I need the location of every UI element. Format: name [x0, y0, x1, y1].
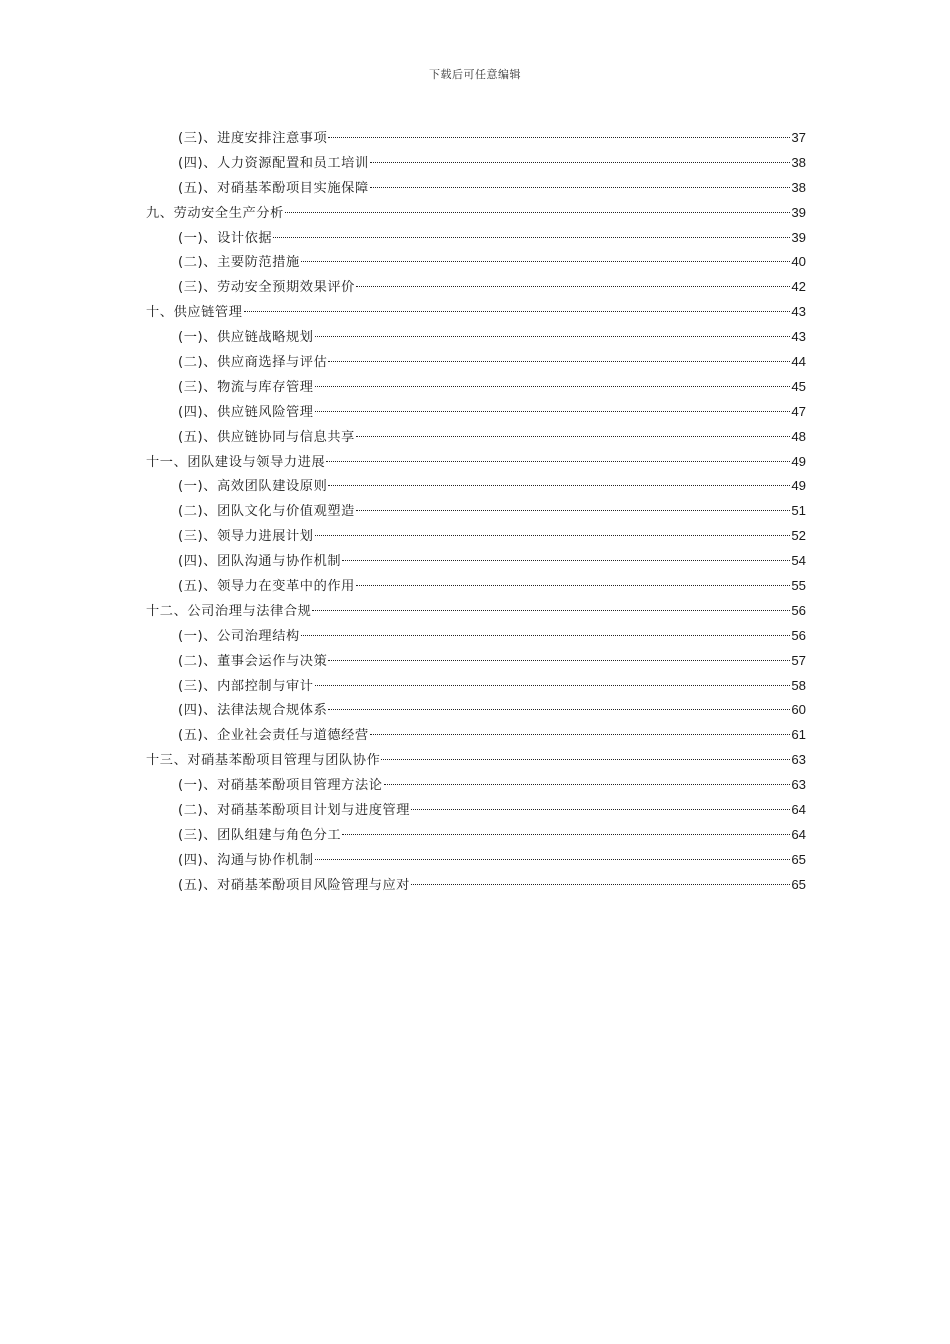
- toc-dot-leader: [370, 187, 791, 188]
- toc-page-number: 43: [791, 329, 806, 345]
- toc-entry-title: (五)、领导力在变革中的作用: [178, 579, 355, 595]
- toc-section-entry[interactable]: [146, 574, 806, 599]
- toc-dot-leader: [312, 610, 790, 611]
- toc-page-number: 63: [791, 777, 806, 793]
- toc-page-number: 54: [791, 553, 806, 569]
- toc-dot-leader: [301, 635, 791, 636]
- toc-chapter-entry[interactable]: [146, 201, 806, 226]
- toc-dot-leader: [315, 411, 791, 412]
- toc-dot-leader: [356, 585, 790, 586]
- toc-page-number: 47: [791, 403, 806, 419]
- toc-chapter-entry[interactable]: [146, 748, 806, 773]
- toc-entry-title: (三)、进度安排注意事项: [178, 131, 328, 146]
- toc-entry-title: (三)、领导力进展计划: [178, 529, 314, 545]
- toc-dot-leader: [356, 510, 790, 511]
- toc-page-number: 52: [791, 528, 806, 544]
- toc-section-entry[interactable]: [146, 873, 806, 898]
- toc-page-number: 38: [791, 154, 806, 170]
- toc-entry-title: (三)、内部控制与审计: [178, 678, 314, 694]
- toc-page-number: 56: [791, 627, 806, 643]
- toc-section-entry[interactable]: [146, 499, 806, 524]
- toc-section-entry[interactable]: [146, 649, 806, 674]
- toc-section-entry[interactable]: [146, 275, 806, 300]
- toc-section-entry[interactable]: [146, 126, 806, 151]
- toc-page-number: 61: [791, 727, 806, 743]
- toc-page-number: 45: [791, 378, 806, 394]
- toc-section-entry[interactable]: [146, 250, 806, 275]
- toc-page-number: 49: [791, 453, 806, 469]
- toc-section-entry[interactable]: [146, 524, 806, 549]
- toc-entry-title: 十一、团队建设与领导力进展: [146, 454, 326, 470]
- toc-section-entry[interactable]: [146, 723, 806, 748]
- toc-entry-title: (四)、人力资源配置和员工培训: [178, 155, 369, 171]
- toc-section-entry[interactable]: [146, 375, 806, 400]
- toc-entry-title: (四)、供应链风险管理: [178, 404, 314, 420]
- toc-entry-title: (三)、团队组建与角色分工: [178, 827, 342, 843]
- toc-section-entry[interactable]: [146, 798, 806, 823]
- table-of-contents: [146, 126, 806, 898]
- page-header: 下载后可任意编辑: [429, 68, 521, 81]
- toc-dot-leader: [315, 859, 791, 860]
- toc-entry-title: (四)、法律法规合规体系: [178, 703, 328, 719]
- toc-entry-title: (一)、供应链战略规划: [178, 330, 314, 346]
- toc-dot-leader: [315, 386, 791, 387]
- toc-entry-list: [146, 126, 806, 898]
- toc-section-entry[interactable]: [146, 350, 806, 375]
- toc-section-entry[interactable]: [146, 624, 806, 649]
- toc-entry-title: (五)、对硝基苯酚项目风险管理与应对: [178, 877, 411, 893]
- toc-dot-leader: [356, 436, 790, 437]
- toc-entry-title: 九、劳动安全生产分析: [146, 205, 284, 221]
- toc-page-number: 51: [791, 503, 806, 519]
- toc-dot-leader: [326, 461, 790, 462]
- toc-entry-title: (二)、董事会运作与决策: [178, 653, 328, 669]
- toc-entry-title: 十三、对硝基苯酚项目管理与团队协作: [146, 753, 381, 769]
- toc-entry-title: (三)、物流与库存管理: [178, 379, 314, 395]
- toc-dot-leader: [328, 485, 790, 486]
- toc-page-number: 65: [791, 851, 806, 867]
- toc-section-entry[interactable]: [146, 674, 806, 699]
- toc-dot-leader: [342, 560, 790, 561]
- toc-section-entry[interactable]: [146, 226, 806, 251]
- toc-entry-title: (三)、劳动安全预期效果评价: [178, 280, 355, 296]
- toc-entry-title: (二)、供应商选择与评估: [178, 355, 328, 371]
- toc-entry-title: (一)、对硝基苯酚项目管理方法论: [178, 778, 383, 794]
- toc-dot-leader: [370, 734, 791, 735]
- toc-page-number: 49: [791, 478, 806, 494]
- toc-page-number: 64: [791, 826, 806, 842]
- toc-page-number: 39: [791, 229, 806, 245]
- toc-entry-title: (二)、团队文化与价值观塑造: [178, 504, 355, 520]
- toc-entry-title: (五)、供应链协同与信息共享: [178, 429, 355, 445]
- toc-entry-title: 十二、公司治理与法律合规: [146, 603, 312, 619]
- toc-dot-leader: [315, 535, 791, 536]
- toc-dot-leader: [328, 361, 790, 362]
- toc-page-number: 37: [791, 130, 806, 145]
- toc-page-number: 39: [791, 204, 806, 220]
- toc-dot-leader: [244, 311, 791, 312]
- toc-page-number: 60: [791, 702, 806, 718]
- toc-section-entry[interactable]: [146, 474, 806, 499]
- toc-page-number: 64: [791, 802, 806, 818]
- toc-page-number: 56: [791, 602, 806, 618]
- toc-section-entry[interactable]: [146, 151, 806, 176]
- toc-dot-leader: [315, 336, 791, 337]
- toc-dot-leader: [381, 759, 790, 760]
- toc-dot-leader: [301, 261, 791, 262]
- toc-entry-title: (二)、主要防范措施: [178, 255, 300, 271]
- toc-section-entry[interactable]: [146, 549, 806, 574]
- toc-dot-leader: [370, 162, 791, 163]
- toc-page-number: 57: [791, 652, 806, 668]
- toc-page-number: 55: [791, 578, 806, 594]
- toc-dot-leader: [285, 212, 790, 213]
- toc-page-number: 43: [791, 304, 806, 320]
- toc-section-entry[interactable]: [146, 325, 806, 350]
- toc-dot-leader: [328, 709, 790, 710]
- toc-entry-title: (一)、高效团队建设原则: [178, 479, 328, 495]
- toc-entry-title: (五)、对硝基苯酚项目实施保障: [178, 180, 369, 196]
- toc-entry-title: (四)、沟通与协作机制: [178, 852, 314, 868]
- toc-entry-title: (二)、对硝基苯酚项目计划与进度管理: [178, 803, 411, 819]
- toc-entry-title: 十、供应链管理: [146, 305, 243, 321]
- toc-dot-leader: [384, 784, 791, 785]
- toc-section-entry[interactable]: [146, 773, 806, 798]
- toc-section-entry[interactable]: [146, 400, 806, 425]
- toc-page-number: 58: [791, 677, 806, 693]
- toc-chapter-entry[interactable]: [146, 300, 806, 325]
- toc-dot-leader: [273, 237, 790, 238]
- toc-dot-leader: [328, 660, 790, 661]
- toc-entry-title: (一)、公司治理结构: [178, 628, 300, 644]
- toc-section-entry[interactable]: [146, 698, 806, 723]
- toc-page-number: 42: [791, 279, 806, 295]
- toc-dot-leader: [315, 685, 791, 686]
- toc-section-entry[interactable]: [146, 848, 806, 873]
- toc-dot-leader: [411, 809, 790, 810]
- toc-section-entry[interactable]: [146, 823, 806, 848]
- toc-chapter-entry[interactable]: [146, 599, 806, 624]
- toc-entry-title: (五)、企业社会责任与道德经营: [178, 728, 369, 744]
- toc-page-number: 40: [791, 254, 806, 270]
- toc-page-number: 48: [791, 428, 806, 444]
- toc-page-number: 38: [791, 179, 806, 195]
- toc-dot-leader: [356, 286, 790, 287]
- toc-page-number: 44: [791, 354, 806, 370]
- toc-page-number: 65: [791, 876, 806, 892]
- toc-section-entry[interactable]: [146, 425, 806, 450]
- toc-dot-leader: [342, 834, 790, 835]
- toc-dot-leader: [411, 884, 790, 885]
- toc-dot-leader: [328, 137, 790, 138]
- toc-page-number: 63: [791, 752, 806, 768]
- toc-entry-title: (一)、设计依据: [178, 230, 273, 246]
- toc-chapter-entry[interactable]: [146, 450, 806, 475]
- toc-entry-title: (四)、团队沟通与协作机制: [178, 554, 342, 570]
- toc-section-entry[interactable]: [146, 176, 806, 201]
